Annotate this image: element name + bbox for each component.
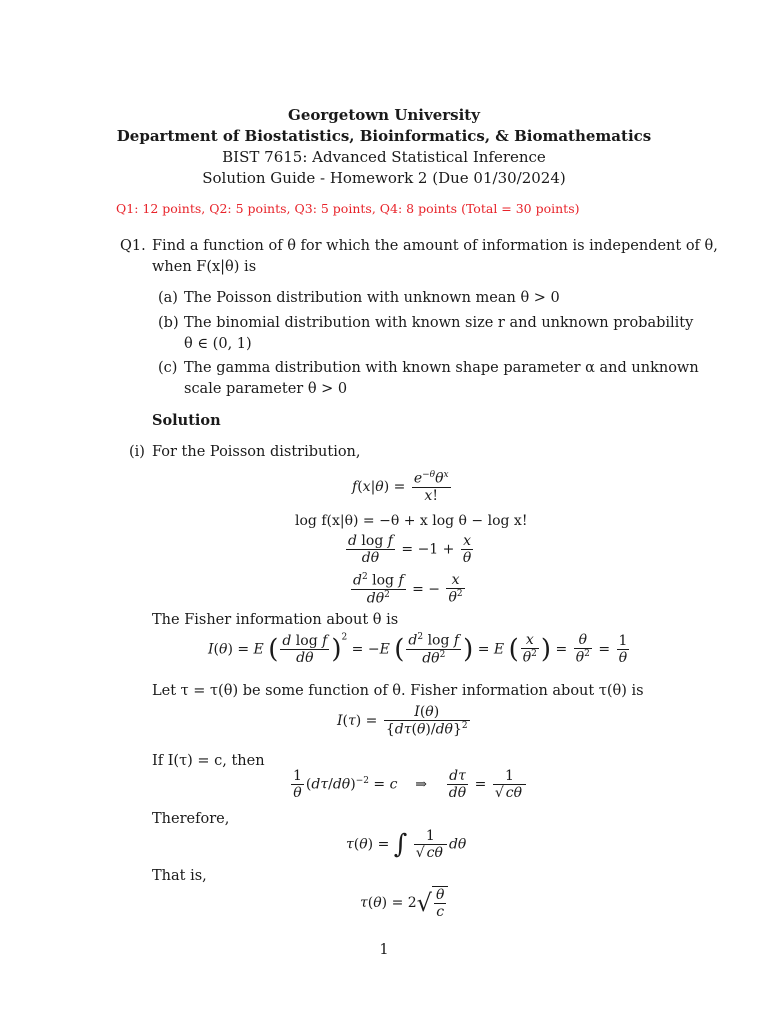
solution-intro: For the Poisson distribution, bbox=[152, 444, 361, 460]
part-b-text: The binomial distribution with known size r and unknown probability bbox=[184, 315, 694, 331]
integral-equation: τ(θ) = ∫ $\frac{1}{√ c\theta}$ dθ bbox=[346, 828, 467, 862]
department-title: Department of Biostatistics, Bioinformatics, & Biomathematics bbox=[116, 127, 652, 145]
derivative-condition-equation: $\frac{1}{\theta}$ $(d\tau/d\theta)^{-2} = c$ ⇒ $\frac{d\tau}{d\theta}$ = $\frac{1}{√ c\theta}$ bbox=[289, 768, 528, 801]
part-a-text: The Poisson distribution with unknown mean θ > 0 bbox=[184, 290, 560, 306]
let-tau-text: Let τ = τ(θ) be some function of θ. Fisher information about τ(θ) is bbox=[152, 683, 644, 699]
points-summary: Q1: 12 points, Q2: 5 points, Q3: 5 points, Q4: 8 points (Total = 30 points) bbox=[116, 201, 580, 216]
score-equation: $\frac{\text{d log f}}{d\theta}$ = −1 + $\frac{x}{\theta}$ bbox=[348, 533, 472, 567]
part-c-label: (c) bbox=[158, 360, 178, 376]
final-result-equation: τ(θ) = 2√ $\frac{\theta}{c}$ bbox=[360, 886, 448, 920]
that-is-text: That is, bbox=[152, 868, 207, 884]
course-title: BIST 7615: Advanced Statistical Inference bbox=[222, 148, 546, 166]
page-number: 1 bbox=[379, 942, 389, 958]
solution-heading: Solution bbox=[152, 412, 221, 429]
if-text: If I(τ) = c, then bbox=[152, 753, 265, 769]
pmf-equation: f(x|θ) = $\frac{e^{-\theta}\theta^x}{x!}$ bbox=[352, 470, 449, 504]
question-line-2: when F(x|θ) is bbox=[152, 259, 257, 275]
question-line-1: Find a function of θ for which the amount of information is independent of θ, bbox=[152, 238, 718, 254]
therefore-text: Therefore, bbox=[152, 811, 230, 827]
solution-part-label: (i) bbox=[129, 444, 145, 460]
part-b-label: (b) bbox=[158, 315, 179, 331]
university-title: Georgetown University bbox=[288, 106, 480, 124]
part-c-text: The gamma distribution with known shape parameter α and unknown bbox=[184, 360, 699, 376]
fisher-intro: The Fisher information about θ is bbox=[152, 612, 399, 628]
part-c-text-2: scale parameter θ > 0 bbox=[184, 381, 348, 397]
question-label: Q1. bbox=[120, 238, 146, 254]
fisher-information-equation: I(θ) = E ( $\frac{\text{d log f}}{d\theta}$ )$^2$ = −E ( $\frac{d^2 \log f}{d\theta^2}$ ) = E ( $\frac{x}{\theta^2}$ ) = $\frac{\theta}{\theta^2}$ = $\frac{1}{\theta}$ bbox=[208, 632, 628, 667]
assignment-title: Solution Guide - Homework 2 (Due 01/30/2024) bbox=[202, 169, 566, 187]
part-a-label: (a) bbox=[158, 290, 178, 306]
part-b-text-2: θ ∈ (0, 1) bbox=[184, 336, 252, 352]
tau-information-equation: I(τ) = $\frac{I(\theta)}{\{d\tau(\theta)/d\theta\}^2}$ bbox=[337, 704, 468, 738]
log-likelihood-equation: log f(x|θ) = −θ + x log θ − log x! bbox=[295, 513, 528, 529]
second-derivative-equation: $\frac{d^2 \log f}{d\theta^2}$ = − $\frac{x}{\theta^2}$ bbox=[353, 572, 463, 607]
